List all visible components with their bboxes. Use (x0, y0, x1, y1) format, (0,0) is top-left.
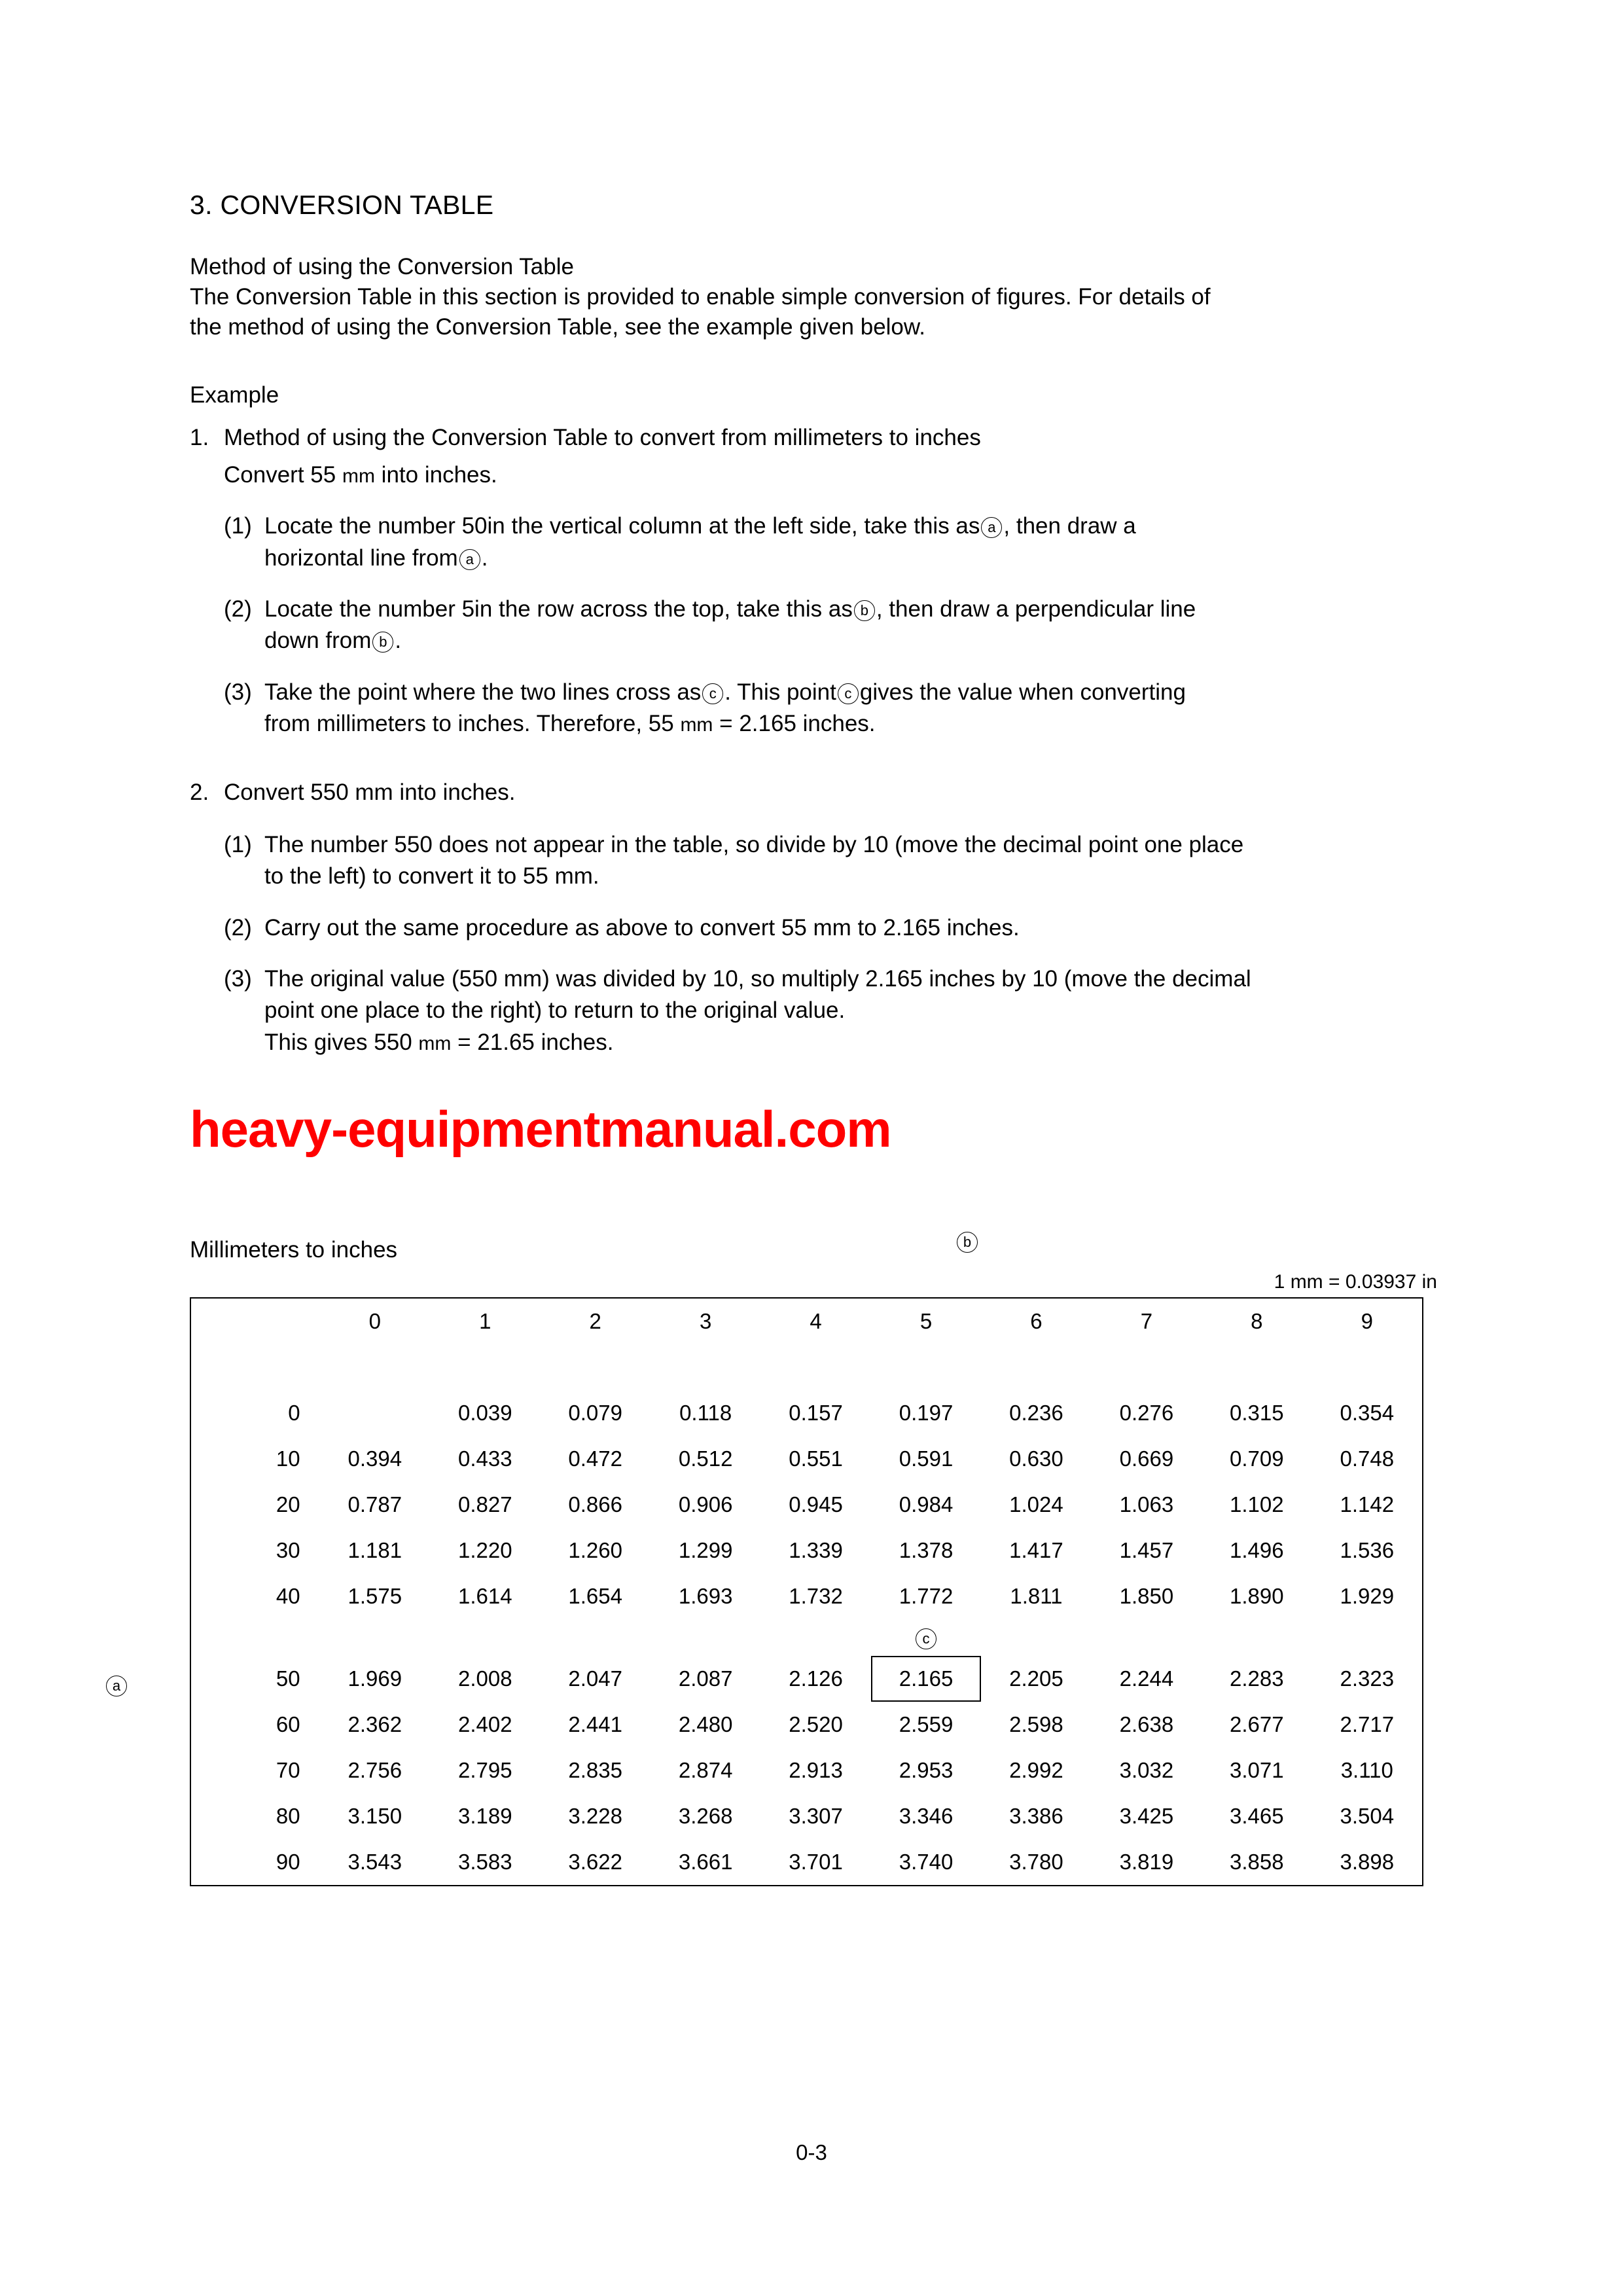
table-row (191, 1793, 1422, 1839)
marker-a-icon: a (106, 1676, 127, 1696)
cell-40-2: 1.654 (568, 1584, 622, 1608)
column-header-3: 3 (699, 1309, 712, 1333)
cell-10-4: 0.551 (789, 1446, 843, 1471)
cell-80-8: 3.465 (1230, 1804, 1284, 1828)
row-header-50: 50 (276, 1666, 300, 1691)
row-header-0: 0 (288, 1401, 300, 1425)
table-row (191, 1748, 1422, 1793)
spacer-cell (430, 1344, 540, 1390)
cell-10-8: 0.709 (1230, 1446, 1284, 1471)
step-1-line1a: Locate the number 50in the vertical column at the left side, take this as (264, 513, 980, 539)
page-title: 3. CONVERSION TABLE (190, 190, 494, 220)
cell-80-6: 3.386 (1009, 1804, 1063, 1828)
cell-90-0: 3.543 (348, 1850, 402, 1874)
cell-70-0: 2.756 (348, 1758, 402, 1782)
cell-70-8: 3.071 (1230, 1758, 1284, 1782)
table-gap-row (191, 1619, 1422, 1656)
cell-80-1: 3.189 (457, 1804, 512, 1828)
spacer-cell (981, 1344, 1091, 1390)
step-1-number: (1) (224, 513, 252, 539)
marker-c-icon: c (702, 683, 723, 704)
spacer-cell (1312, 1344, 1422, 1390)
cell-70-2: 2.835 (568, 1758, 622, 1782)
item-2-number: 2. (190, 780, 209, 806)
convert-unit: mm (342, 465, 375, 488)
cell-90-4: 3.701 (789, 1850, 843, 1874)
cell-80-2: 3.228 (568, 1804, 622, 1828)
step-3-line1a: Take the point where the two lines cross as (264, 679, 702, 705)
spacer-cell (871, 1344, 981, 1390)
gap-cell (760, 1619, 870, 1656)
convert-post: into inches. (381, 462, 497, 488)
item-2-text: Convert 550 mm into inches. (224, 780, 516, 806)
item-2-step-3 (190, 963, 1433, 1058)
cell-90-9: 3.898 (1340, 1850, 1395, 1874)
cell-0-0 (320, 1390, 430, 1436)
cell-10-7: 0.669 (1119, 1446, 1174, 1471)
cell-40-4: 1.732 (789, 1584, 843, 1608)
spacer-cell (1202, 1344, 1311, 1390)
item-2-step-3-line2: point one place to the right) to return to the original value. (264, 997, 846, 1024)
document-body (190, 190, 1433, 1078)
table-corner-cell (191, 1299, 320, 1344)
step-1-line2a: horizontal line from (264, 545, 458, 571)
cell-90-5: 3.740 (899, 1850, 954, 1874)
cell-20-7: 1.063 (1119, 1492, 1174, 1516)
item-1-step-1 (190, 511, 1433, 574)
cell-10-2: 0.472 (568, 1446, 622, 1471)
item-1-convert-line (190, 462, 1433, 488)
item-2-step-1-number: (1) (224, 832, 252, 858)
cell-40-7: 1.850 (1119, 1584, 1174, 1608)
cell-50-9: 2.323 (1340, 1666, 1395, 1691)
row-header-20: 20 (276, 1492, 300, 1516)
cell-60-0: 2.362 (348, 1712, 402, 1736)
cell-0-5: 0.197 (899, 1401, 954, 1425)
cell-0-7: 0.276 (1119, 1401, 1174, 1425)
marker-a-left (105, 1676, 128, 1696)
cell-50-3: 2.087 (678, 1666, 733, 1691)
column-header-8: 8 (1251, 1309, 1263, 1333)
cell-50-2: 2.047 (568, 1666, 622, 1691)
cell-50-1: 2.008 (457, 1666, 512, 1691)
row-header-80: 80 (276, 1804, 300, 1828)
table-caption: Millimeters to inches (190, 1237, 398, 1263)
cell-20-4: 0.945 (789, 1492, 843, 1516)
cell-30-6: 1.417 (1009, 1538, 1063, 1562)
conversion-table (191, 1299, 1422, 1885)
item-1-step-3 (190, 677, 1433, 740)
step-1-line2b: . (481, 545, 488, 571)
spacer-cell (1092, 1344, 1202, 1390)
gap-cell (1092, 1619, 1202, 1656)
step-2-line1b: , then draw a perpendicular line (876, 596, 1196, 622)
cell-0-3: 0.118 (679, 1401, 732, 1425)
cell-20-1: 0.827 (457, 1492, 512, 1516)
cell-40-1: 1.614 (457, 1584, 512, 1608)
cell-90-2: 3.622 (568, 1850, 622, 1874)
step-3-line2-unit: mm (680, 713, 713, 736)
page-number: 0-3 (796, 2140, 827, 2164)
cell-60-5: 2.559 (899, 1712, 954, 1736)
marker-c-icon: c (838, 683, 859, 704)
item-1-number: 1. (190, 424, 209, 450)
item-2-step-1-line1: The number 550 does not appear in the table, so divide by 10 (move the decimal point one place (264, 832, 1244, 858)
spacer-cell (651, 1344, 760, 1390)
cell-40-5: 1.772 (899, 1584, 954, 1608)
column-header-6: 6 (1030, 1309, 1043, 1333)
step-1-line1b: , then draw a (1003, 513, 1136, 539)
item-2-step-1 (190, 829, 1433, 893)
cell-60-1: 2.402 (457, 1712, 512, 1736)
table-header-row (191, 1299, 1422, 1344)
item-2-step-2-number: (2) (224, 914, 252, 941)
table-row (191, 1390, 1422, 1436)
cell-10-3: 0.512 (678, 1446, 733, 1471)
cell-40-0: 1.575 (348, 1584, 402, 1608)
step-2-line1a: Locate the number 5in the row across the top, take this as (264, 596, 853, 622)
item-2-step-3-text (264, 963, 1433, 1058)
item-1-step-2 (190, 594, 1433, 657)
item-2-step-3-line3-post: = 21.65 inches. (457, 1029, 614, 1055)
item-2-step-2 (190, 912, 1433, 944)
cell-50-0: 1.969 (348, 1666, 402, 1691)
cell-20-9: 1.142 (1340, 1492, 1395, 1516)
cell-60-3: 2.480 (678, 1712, 733, 1736)
cell-40-3: 1.693 (678, 1584, 733, 1608)
cell-90-3: 3.661 (678, 1850, 733, 1874)
cell-70-9: 3.110 (1340, 1758, 1393, 1782)
cell-70-5: 2.953 (899, 1758, 954, 1782)
step-3-line2a: from millimeters to inches. Therefore, 55 (264, 710, 674, 736)
gap-cell (1312, 1619, 1422, 1656)
cell-20-2: 0.866 (568, 1492, 622, 1516)
step-2-line2b: . (395, 628, 402, 654)
item-2-step-2-text: Carry out the same procedure as above to convert 55 mm to 2.165 inches. (264, 914, 1020, 941)
item-2-step-1-line2: to the left) to convert it to 55 mm. (264, 863, 599, 889)
step-2-number: (2) (224, 596, 252, 622)
cell-20-0: 0.787 (348, 1492, 402, 1516)
marker-b-icon: b (854, 600, 875, 621)
cell-50-7: 2.244 (1119, 1666, 1174, 1691)
cell-70-3: 2.874 (678, 1758, 733, 1782)
cell-20-6: 1.024 (1009, 1492, 1063, 1516)
table-row (191, 1528, 1422, 1573)
cell-80-5: 3.346 (899, 1804, 954, 1828)
row-header-40: 40 (276, 1584, 300, 1608)
marker-b-icon: b (957, 1232, 978, 1253)
intro-line-3: the method of using the Conversion Table, see the example given below. (190, 314, 925, 340)
item-1 (190, 423, 1433, 454)
column-header-1: 1 (479, 1309, 491, 1333)
cell-60-2: 2.441 (568, 1712, 622, 1736)
cell-20-8: 1.102 (1230, 1492, 1284, 1516)
cell-10-9: 0.748 (1340, 1446, 1395, 1471)
column-header-7: 7 (1140, 1309, 1153, 1333)
cell-50-4: 2.126 (789, 1666, 843, 1691)
table-unit-note: 1 mm = 0.03937 in (1274, 1271, 1437, 1293)
cell-80-0: 3.150 (348, 1804, 402, 1828)
spacer-cell (760, 1344, 870, 1390)
gap-cell (1202, 1619, 1311, 1656)
row-header-70: 70 (276, 1758, 300, 1782)
cell-90-8: 3.858 (1230, 1850, 1284, 1874)
table-spacer-row (191, 1344, 1422, 1390)
cell-30-2: 1.260 (568, 1538, 622, 1562)
step-3-text (264, 677, 1433, 740)
cell-30-4: 1.339 (789, 1538, 843, 1562)
cell-90-6: 3.780 (1009, 1850, 1063, 1874)
table-row (191, 1702, 1422, 1748)
intro-line-2: The Conversion Table in this section is provided to enable simple conversion of figures. For details of (190, 284, 1211, 310)
gap-cell (981, 1619, 1091, 1656)
convert-pre: Convert 55 (224, 462, 336, 488)
table-row (191, 1436, 1422, 1482)
cell-60-4: 2.520 (789, 1712, 843, 1736)
cell-10-0: 0.394 (348, 1446, 402, 1471)
marker-c-icon: c (916, 1628, 936, 1649)
cell-0-2: 0.079 (568, 1401, 622, 1425)
column-header-2: 2 (589, 1309, 601, 1333)
cell-30-0: 1.181 (348, 1538, 402, 1562)
step-3-line2b: = 2.165 inches. (719, 710, 876, 736)
cell-40-8: 1.890 (1230, 1584, 1284, 1608)
cell-30-7: 1.457 (1119, 1538, 1174, 1562)
cell-20-3: 0.906 (678, 1492, 733, 1516)
cell-10-1: 0.433 (457, 1446, 512, 1471)
marker-b-top (955, 1232, 979, 1253)
table-row (191, 1839, 1422, 1885)
cell-60-8: 2.677 (1230, 1712, 1284, 1736)
step-2-line2a: down from (264, 628, 372, 654)
item-2-step-3-line3-unit: mm (418, 1032, 452, 1054)
highlighted-cell: 2.165 (871, 1656, 981, 1702)
step-1-text (264, 511, 1433, 574)
cell-60-9: 2.717 (1340, 1712, 1395, 1736)
example-heading: Example (190, 382, 279, 408)
cell-30-1: 1.220 (457, 1538, 512, 1562)
cell-90-1: 3.583 (457, 1850, 512, 1874)
column-header-9: 9 (1361, 1309, 1373, 1333)
cell-60-6: 2.598 (1009, 1712, 1063, 1736)
marker-a-icon: a (459, 549, 480, 570)
cell-80-4: 3.307 (789, 1804, 843, 1828)
cell-30-3: 1.299 (678, 1538, 733, 1562)
item-2-step-3-number: (3) (224, 966, 252, 992)
cell-20-5: 0.984 (899, 1492, 954, 1516)
column-header-4: 4 (810, 1309, 822, 1333)
cell-40-9: 1.929 (1340, 1584, 1395, 1608)
gap-cell (871, 1619, 981, 1656)
cell-30-8: 1.496 (1230, 1538, 1284, 1562)
item-1-text: Method of using the Conversion Table to convert from millimeters to inches (224, 424, 981, 450)
spacer-cell (320, 1344, 430, 1390)
spacer-cell (191, 1344, 320, 1390)
item-2-step-3-line3-pre: This gives 550 (264, 1029, 412, 1055)
cell-50-8: 2.283 (1230, 1666, 1284, 1691)
cell-0-4: 0.157 (789, 1401, 843, 1425)
gap-cell (651, 1619, 760, 1656)
item-2-step-1-text (264, 829, 1433, 893)
column-header-5: 5 (919, 1309, 933, 1333)
cell-80-9: 3.504 (1340, 1804, 1395, 1828)
cell-60-7: 2.638 (1119, 1712, 1174, 1736)
item-2-step-3-line1: The original value (550 mm) was divided by 10, so multiply 2.165 inches by 10 (move the decimal (264, 966, 1251, 992)
intro-line-1: Method of using the Conversion Table (190, 254, 574, 279)
step-3-line1b: . This point (724, 679, 836, 705)
row-header-60: 60 (276, 1712, 300, 1736)
gap-cell (320, 1619, 430, 1656)
marker-b-icon: b (372, 632, 393, 653)
intro-block (190, 252, 1433, 343)
gap-cell (430, 1619, 540, 1656)
table-row (191, 1482, 1422, 1528)
cell-10-5: 0.591 (899, 1446, 954, 1471)
cell-30-9: 1.536 (1340, 1538, 1395, 1562)
table-row (191, 1656, 1422, 1702)
row-header-90: 90 (276, 1850, 300, 1874)
cell-80-3: 3.268 (678, 1804, 733, 1828)
cell-70-7: 3.032 (1119, 1758, 1174, 1782)
cell-30-5: 1.378 (899, 1538, 954, 1562)
watermark: heavy-equipmentmanual.com (190, 1100, 891, 1158)
step-2-text (264, 594, 1433, 657)
cell-0-9: 0.354 (1340, 1401, 1395, 1425)
conversion-table-frame (190, 1297, 1423, 1886)
cell-50-6: 2.205 (1009, 1666, 1063, 1691)
gap-cell (540, 1619, 650, 1656)
cell-80-7: 3.425 (1119, 1804, 1174, 1828)
marker-a-icon: a (981, 517, 1002, 538)
cell-0-1: 0.039 (457, 1401, 512, 1425)
row-header-30: 30 (276, 1538, 300, 1562)
table-row (191, 1573, 1422, 1619)
cell-90-7: 3.819 (1119, 1850, 1174, 1874)
step-3-number: (3) (224, 679, 252, 705)
gap-cell (191, 1619, 320, 1656)
cell-0-6: 0.236 (1009, 1401, 1063, 1425)
cell-70-6: 2.992 (1009, 1758, 1063, 1782)
row-header-10: 10 (276, 1446, 300, 1471)
cell-70-1: 2.795 (457, 1758, 512, 1782)
step-3-line1c: gives the value when converting (859, 679, 1186, 705)
cell-70-4: 2.913 (789, 1758, 843, 1782)
item-2 (190, 778, 1433, 808)
cell-0-8: 0.315 (1230, 1401, 1284, 1425)
cell-40-6: 1.811 (1010, 1584, 1063, 1608)
cell-10-6: 0.630 (1009, 1446, 1063, 1471)
spacer-cell (540, 1344, 650, 1390)
column-header-0: 0 (368, 1309, 381, 1333)
